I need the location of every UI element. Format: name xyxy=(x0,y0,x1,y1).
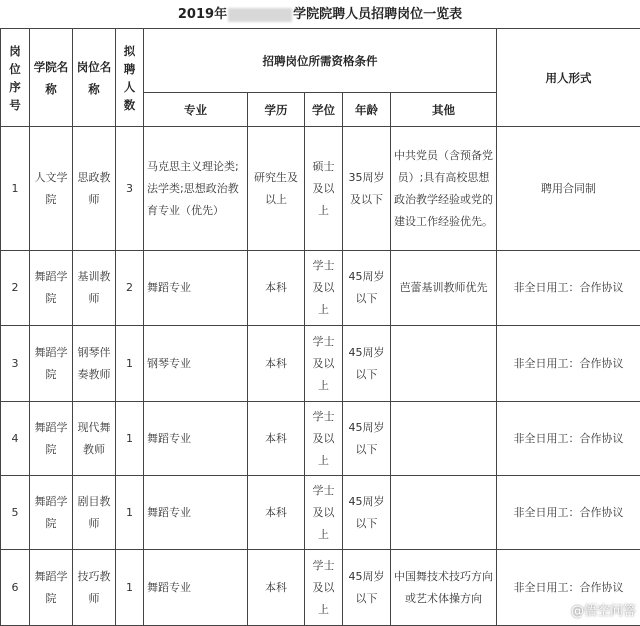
row-count: 3 xyxy=(116,127,144,251)
watermark xyxy=(547,599,636,619)
header-age: 年龄 xyxy=(343,93,391,127)
row-education: 本科 xyxy=(248,326,305,402)
redacted-name xyxy=(228,8,292,22)
row-college: 人文学院 xyxy=(30,127,73,251)
row-post: 钢琴伴奏教师 xyxy=(73,326,116,402)
table-row xyxy=(1,476,640,550)
row-degree: 学士及以上 xyxy=(305,251,343,326)
row-degree: 学士及以上 xyxy=(305,402,343,476)
header-college: 学院名称 xyxy=(30,29,73,127)
row-count: 1 xyxy=(116,550,144,626)
row-count: 1 xyxy=(116,326,144,402)
header-education: 学历 xyxy=(248,93,305,127)
row-employment: 聘用合同制 xyxy=(497,127,640,251)
header-degree: 学位 xyxy=(305,93,343,127)
row-major: 舞蹈专业 xyxy=(144,251,248,326)
row-seq: 1 xyxy=(1,127,30,251)
row-degree: 学士及以上 xyxy=(305,476,343,550)
table-row xyxy=(1,127,640,251)
row-employment: 非全日用工：合作协议 xyxy=(497,550,640,626)
row-degree: 硕士及以上 xyxy=(305,127,343,251)
recruitment-table xyxy=(0,28,640,626)
watermark-text: @悟空问答 xyxy=(571,600,636,619)
row-major: 舞蹈专业 xyxy=(144,476,248,550)
row-seq: 4 xyxy=(1,402,30,476)
row-post: 技巧教师 xyxy=(73,550,116,626)
table-row xyxy=(1,402,640,476)
row-education: 本科 xyxy=(248,251,305,326)
header-row xyxy=(1,29,640,93)
row-post: 剧目教师 xyxy=(73,476,116,550)
row-seq: 2 xyxy=(1,251,30,326)
table-body xyxy=(1,127,640,626)
header-post: 岗位名称 xyxy=(73,29,116,127)
row-education: 本科 xyxy=(248,402,305,476)
row-age: 45周岁以下 xyxy=(343,476,391,550)
row-other xyxy=(391,476,497,550)
row-education: 本科 xyxy=(248,550,305,626)
row-seq: 5 xyxy=(1,476,30,550)
table-row xyxy=(1,550,640,626)
row-other xyxy=(391,402,497,476)
row-major: 舞蹈专业 xyxy=(144,550,248,626)
table-row xyxy=(1,251,640,326)
header-major: 专业 xyxy=(144,93,248,127)
row-count: 1 xyxy=(116,476,144,550)
row-seq: 6 xyxy=(1,550,30,626)
row-employment: 非全日用工：合作协议 xyxy=(497,402,640,476)
row-age: 35周岁及以下 xyxy=(343,127,391,251)
row-college: 舞蹈学院 xyxy=(30,476,73,550)
row-other: 芭蕾基训教师优先 xyxy=(391,251,497,326)
table-row xyxy=(1,326,640,402)
row-major: 马克思主义理论类;法学类;思想政治教育专业（优先） xyxy=(144,127,248,251)
title-prefix: 2019年 xyxy=(178,7,227,22)
row-other: 中国舞技术技巧方向或艺术体操方向 xyxy=(391,550,497,626)
row-seq: 3 xyxy=(1,326,30,402)
row-age: 45周岁以下 xyxy=(343,402,391,476)
row-college: 舞蹈学院 xyxy=(30,326,73,402)
row-employment: 非全日用工：合作协议 xyxy=(497,326,640,402)
row-post: 思政教师 xyxy=(73,127,116,251)
row-college: 舞蹈学院 xyxy=(30,402,73,476)
row-major: 舞蹈专业 xyxy=(144,402,248,476)
header-employment: 用人形式 xyxy=(497,29,640,127)
header-seq: 岗位序号 xyxy=(1,29,30,127)
row-degree: 学士及以上 xyxy=(305,550,343,626)
row-degree: 学士及以上 xyxy=(305,326,343,402)
row-post: 现代舞教师 xyxy=(73,402,116,476)
row-count: 1 xyxy=(116,402,144,476)
row-education: 本科 xyxy=(248,476,305,550)
row-college: 舞蹈学院 xyxy=(30,251,73,326)
table-title xyxy=(0,0,640,30)
header-count: 拟聘人数 xyxy=(116,29,144,127)
row-post: 基训教师 xyxy=(73,251,116,326)
row-education: 研究生及以上 xyxy=(248,127,305,251)
row-count: 2 xyxy=(116,251,144,326)
title-suffix: 学院院聘人员招聘岗位一览表 xyxy=(293,7,462,22)
row-age: 45周岁以下 xyxy=(343,550,391,626)
row-college: 舞蹈学院 xyxy=(30,550,73,626)
wukong-logo-icon xyxy=(547,599,567,619)
row-other xyxy=(391,326,497,402)
row-age: 45周岁以下 xyxy=(343,326,391,402)
header-conditions: 招聘岗位所需资格条件 xyxy=(144,29,497,93)
row-major: 钢琴专业 xyxy=(144,326,248,402)
row-employment: 非全日用工：合作协议 xyxy=(497,251,640,326)
row-employment: 非全日用工：合作协议 xyxy=(497,476,640,550)
row-other: 中共党员（含预备党员）;具有高校思想政治教学经验或党的建设工作经验优先。 xyxy=(391,127,497,251)
row-age: 45周岁以下 xyxy=(343,251,391,326)
header-other: 其他 xyxy=(391,93,497,127)
